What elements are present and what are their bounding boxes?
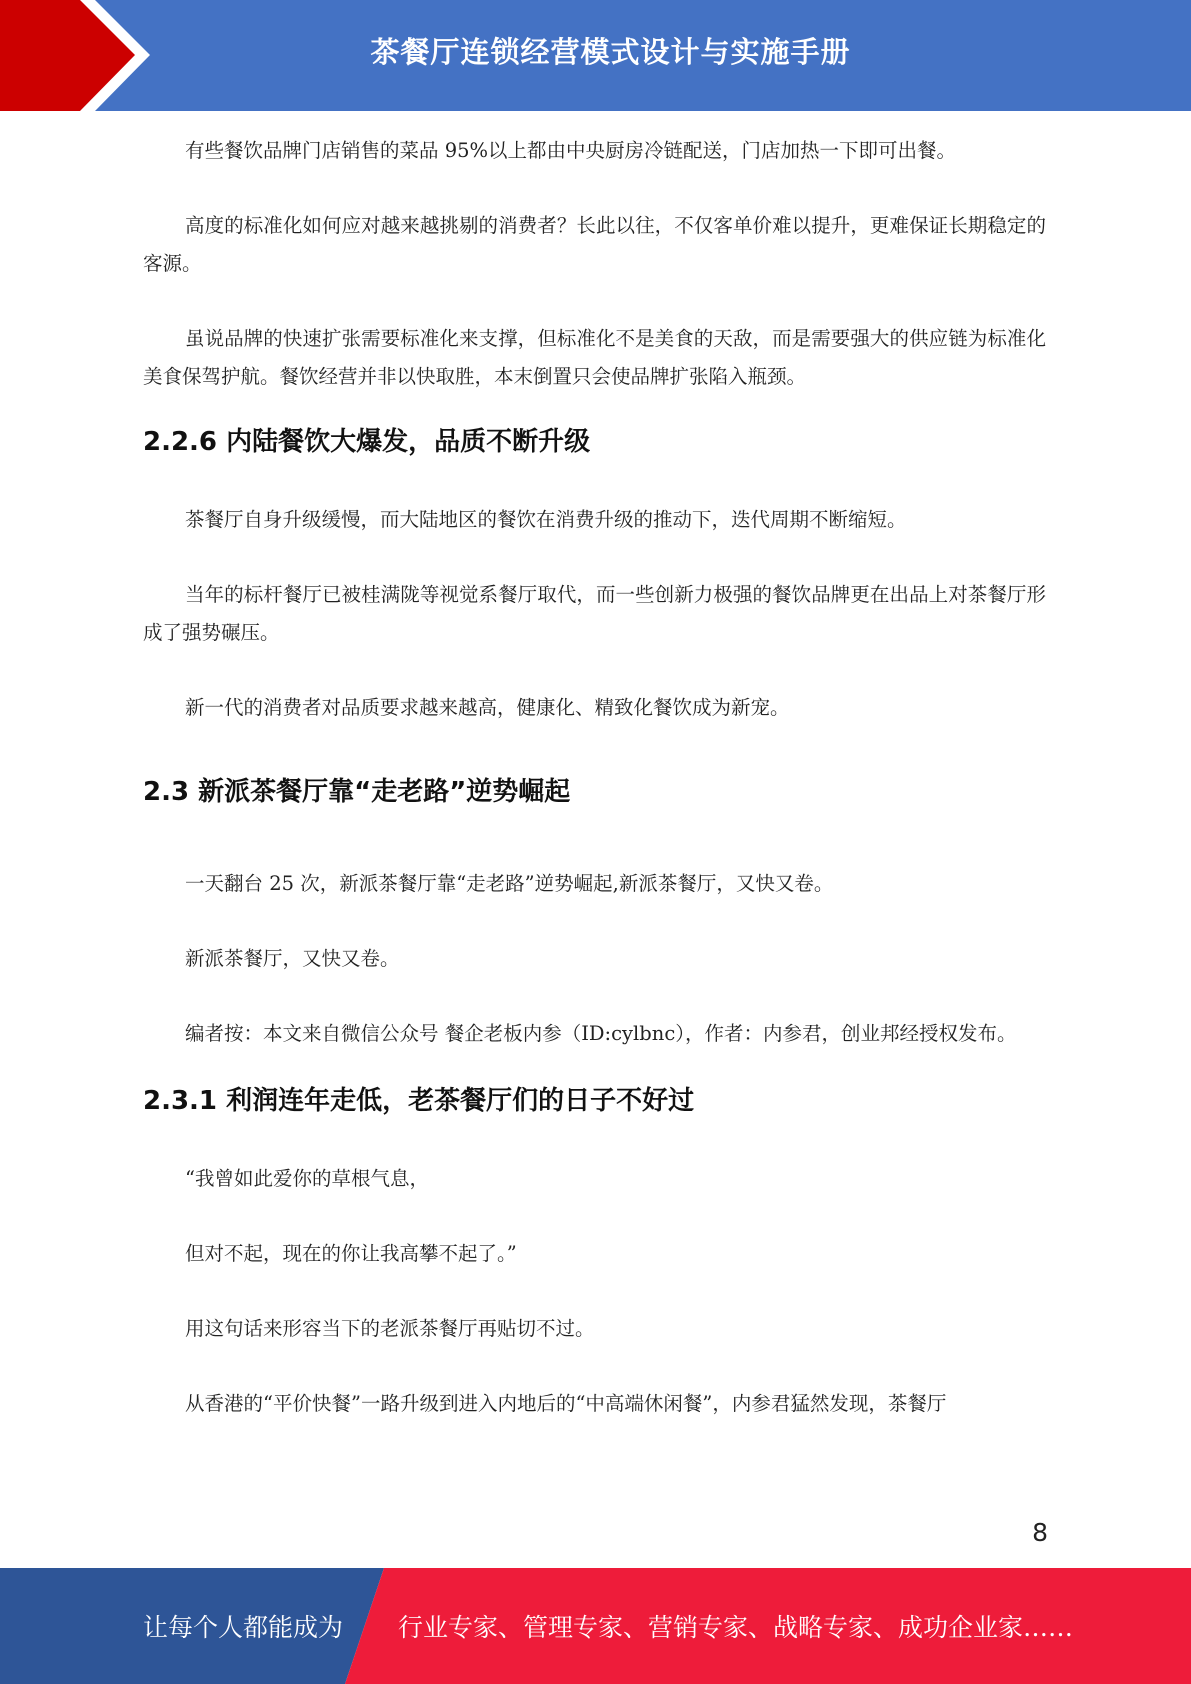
paragraph: 从香港的“平价快餐”一路升级到进入内地后的“中高端休闲餐”，内参君猛然发现，茶餐厅 <box>185 1392 947 1415</box>
paragraph: 有些餐饮品牌门店销售的菜品 95%以上都由中央厨房冷链配送，门店加热一下即可出餐。 <box>185 139 957 162</box>
footer-slogan-right: 行业专家、管理专家、营销专家、战略专家、成功企业家…… <box>398 1613 1074 1642</box>
paragraph: 编者按：本文来自微信公众号 餐企老板内参（ID:cylbnc），作者：内参君，创业邦经授权发布。 <box>185 1022 1017 1045</box>
paragraph: 当年的标杆餐厅已被桂满陇等视觉系餐厅取代，而一些创新力极强的餐饮品牌更在出品上对茶餐厅形成了强势碾压。 <box>143 583 1046 644</box>
footer-banner <box>0 1568 1191 1684</box>
document-title: 茶餐厅连锁经营模式设计与实施手册 <box>370 34 851 69</box>
section-heading: 2.3.1 利润连年走低，老茶餐厅们的日子不好过 <box>143 1086 695 1116</box>
paragraph: 高度的标准化如何应对越来越挑剔的消费者？长此以往，不仅客单价难以提升，更难保证长期稳定的客源。 <box>143 214 1046 275</box>
paragraph: 一天翻台 25 次，新派茶餐厅靠“走老路”逆势崛起,新派茶餐厅，又快又卷。 <box>185 872 834 895</box>
footer-slogan-left: 让每个人都能成为 <box>143 1613 344 1642</box>
header-bar <box>0 0 1191 111</box>
paragraph: 新一代的消费者对品质要求越来越高，健康化、精致化餐饮成为新宠。 <box>185 696 790 719</box>
paragraph: 但对不起，现在的你让我高攀不起了。” <box>185 1242 517 1265</box>
section-heading: 2.2.6 内陆餐饮大爆发，品质不断升级 <box>143 427 591 457</box>
paragraph: 新派茶餐厅，又快又卷。 <box>185 947 400 970</box>
paragraph: 茶餐厅自身升级缓慢，而大陆地区的餐饮在消费升级的推动下，迭代周期不断缩短。 <box>185 508 907 531</box>
page-number: 8 <box>1032 1518 1048 1547</box>
page-content <box>143 132 1046 1423</box>
section-heading: 2.3 新派茶餐厅靠“走老路”逆势崛起 <box>143 777 571 807</box>
paragraph: 虽说品牌的快速扩张需要标准化来支撑，但标准化不是美食的天敌，而是需要强大的供应链为标准化美食保驾护航。餐饮经营并非以快取胜，本末倒置只会使品牌扩张陷入瓶颈。 <box>143 327 1046 388</box>
paragraph: “我曾如此爱你的草根气息， <box>185 1167 429 1190</box>
paragraph: 用这句话来形容当下的老派茶餐厅再贴切不过。 <box>185 1317 595 1340</box>
